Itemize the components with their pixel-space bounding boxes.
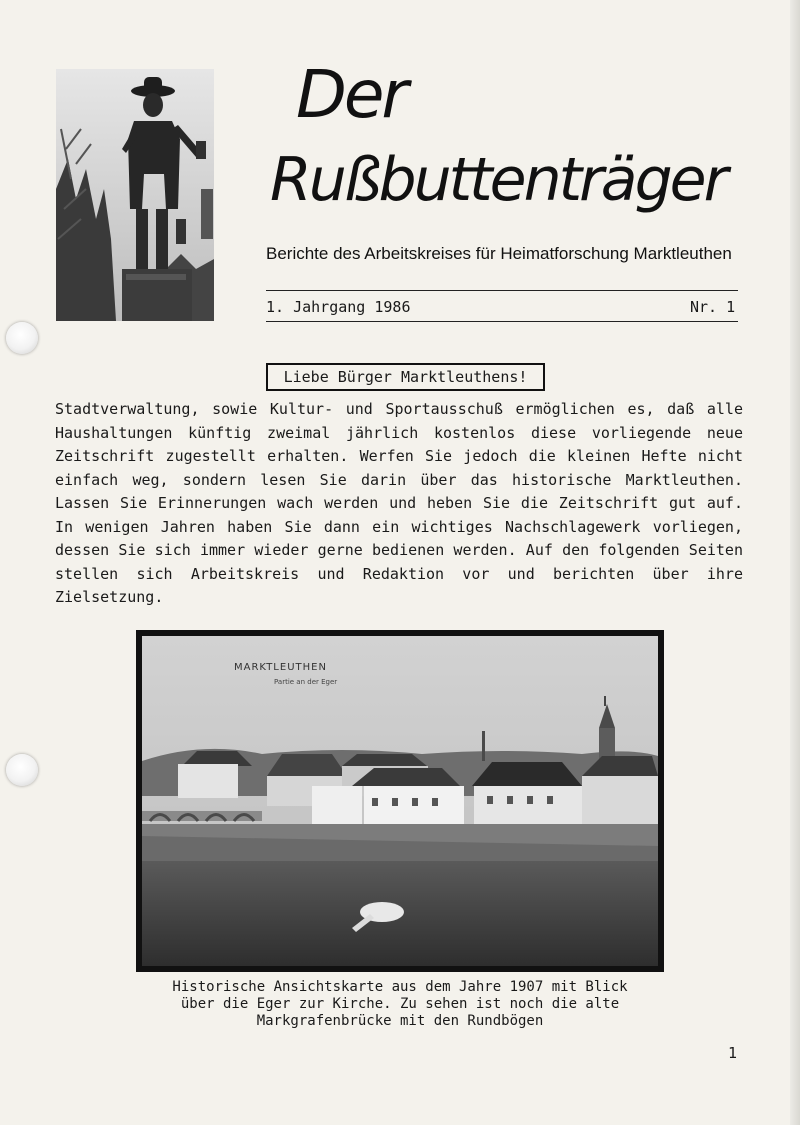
intro-text: [55, 398, 743, 610]
greeting-box: Liebe Bürger Marktleuthens!: [266, 363, 545, 391]
masthead-title-line2: Rußbuttenträger: [270, 145, 726, 215]
intro-paragraph: Stadtverwaltung, sowie Kultur- und Sportausschuß ermöglichen es, daß alle Haushaltungen künftig zweimal jährlich kostenlos diese vorliegende neue Zeitschrift zugestellt erhalten. Werfen Sie jedoch die kleinen Hefte nicht einfach weg, sondern lesen Sie darin über das historische Marktleuthen. Lassen Sie Erinnerungen wach werden und heben Sie die Zeitschrift gut auf. In wenigen Jahren haben Sie dann ein wichtiges Nachschlagewerk vorliegen, dessen Sie sich immer wieder gerne bedienen werden. Auf den folgenden Seiten stellen sich Arbeitskreis und Redaktion vor und berichten über ihre Zielsetzung.: [55, 400, 743, 606]
masthead-title-line1: Der: [296, 56, 406, 133]
caption-line-1: Historische Ansichtskarte aus dem Jahre 1907 mit Blick: [172, 979, 628, 995]
divider-top: [266, 290, 738, 291]
punch-hole-bottom: [6, 754, 38, 786]
masthead-subtitle: Berichte des Arbeitskreises für Heimatforschung Marktleuthen: [266, 244, 732, 263]
postcard-photo: [136, 630, 664, 972]
divider-bottom: [266, 321, 738, 322]
postcard-sub-label: Partie an der Eger: [274, 678, 338, 686]
page-edge: [790, 0, 800, 1125]
statue-photo: [56, 69, 214, 321]
issue-number: Nr. 1: [690, 298, 736, 316]
punch-hole-top: [6, 322, 38, 354]
caption-line-2: über die Eger zur Kirche. Zu sehen ist noch die alte: [180, 996, 620, 1012]
issue-volume: 1. Jahrgang 1986: [266, 298, 411, 316]
page-number: 1: [728, 1044, 738, 1062]
caption-line-3: Markgrafenbrücke mit den Rundbögen: [256, 1013, 544, 1029]
postcard-place-label: MARKTLEUTHEN: [234, 662, 327, 673]
postcard-caption: [120, 979, 680, 1030]
